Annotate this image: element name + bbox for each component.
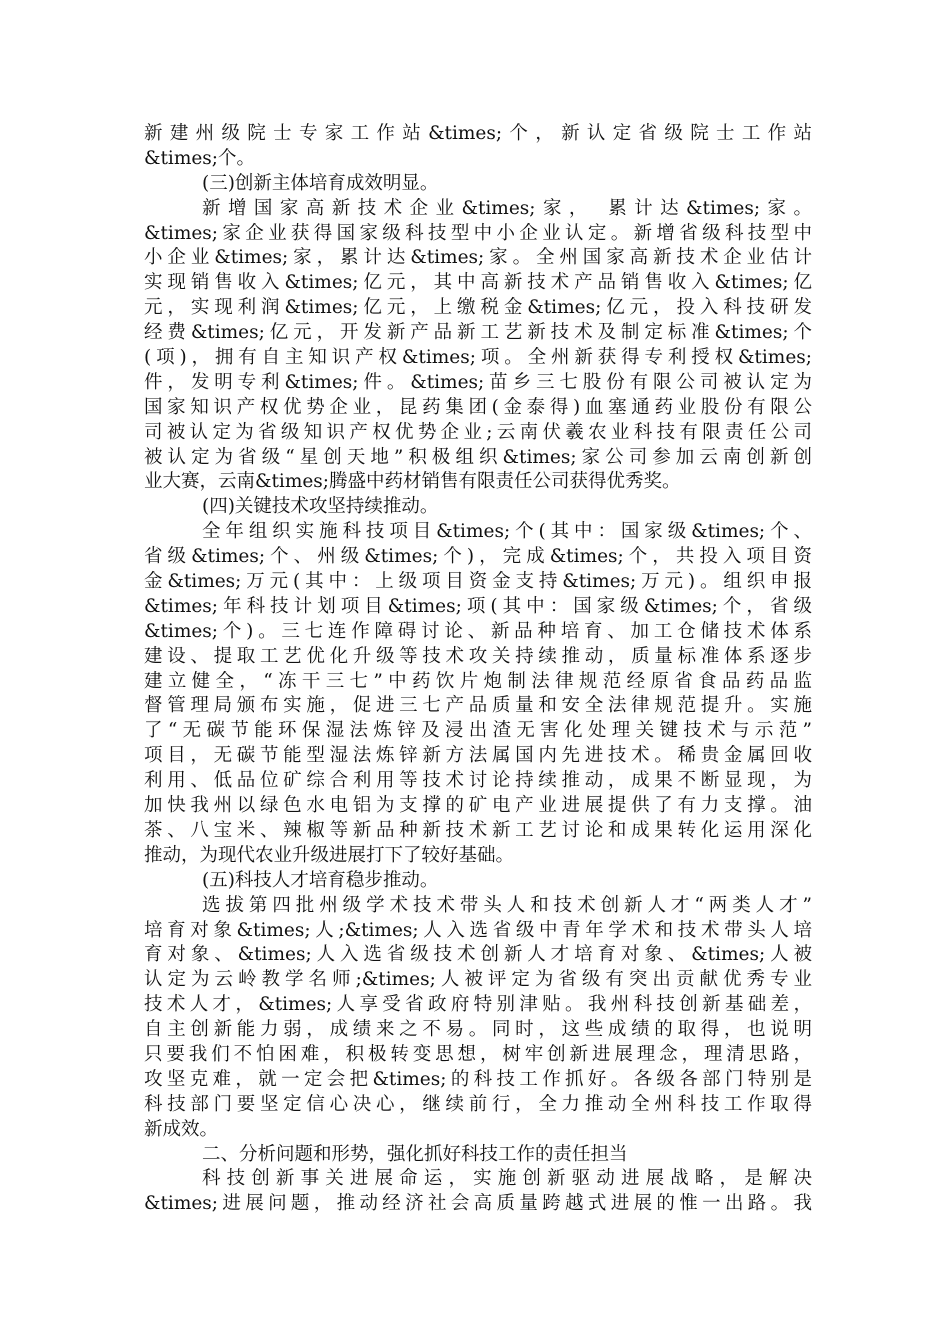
text-line: 小企业&times;家，累计达&times;家。全州国家高新技术企业估计: [144, 247, 812, 269]
text-line: 司被认定为省级知识产权优势企业;云南伏羲农业科技有限责任公司: [144, 421, 812, 443]
text-line: (项)，拥有自主知识产权&times;项。全州新获得专利授权&times;: [144, 347, 812, 369]
text-line: &times;家企业获得国家级科技型中小企业认定。新增省级科技型中: [144, 222, 812, 244]
text-line: (五)科技人才培育稳步推动。: [202, 869, 439, 891]
text-line: (三)创新主体培育成效明显。: [202, 172, 439, 194]
text-line: 攻坚克难，就一定会把&times;的科技工作抓好。各级各部门特别是: [144, 1068, 812, 1090]
text-line: 金&times;万元(其中：上级项目资金支持&times;万元)。组织申报: [144, 571, 812, 593]
text-line: 只要我们不怕困难，积极转变思想，树牢创新进展理念，理清思路，: [144, 1043, 812, 1065]
text-line: 育对象、&times;人入选省级技术创新人才培育对象、&times;人被: [144, 944, 812, 966]
text-line: 国家知识产权优势企业，昆药集团(金泰得)血塞通药业股份有限公: [144, 396, 812, 418]
text-line: 新建州级院士专家工作站&times;个，新认定省级院士工作站: [144, 123, 812, 144]
text-line: 推动，为现代农业升级进展打下了较好基础。: [144, 844, 515, 866]
text-line: 利用、低品位矿综合利用等技术讨论持续推动，成果不断显现，为: [144, 770, 812, 792]
text-line: 认定为云岭教学名师;&times;人被评定为省级有突出贡献优秀专业: [144, 969, 812, 991]
text-line: &times;年科技计划项目&times;项(其中：国家级&times;个，省级: [144, 595, 812, 617]
text-line: 加快我州以绿色水电铝为支撑的矿电产业进展提供了有力支撑。油: [144, 795, 812, 817]
text-line: 自主创新能力弱，成绩来之不易。同时，这些成绩的取得，也说明: [144, 1019, 812, 1041]
text-line: &times;进展问题，推动经济社会高质量跨越式进展的惟一出路。我: [144, 1193, 812, 1215]
text-line: 科技创新事关进展命运，实施创新驱动进展战略，是解决: [202, 1168, 812, 1190]
text-line: 业大赛，云南&times;腾盛中药材销售有限责任公司获得优秀奖。: [144, 471, 681, 493]
text-line: 省级&times;个、州级&times;个)，完成&times;个，共投入项目资: [144, 546, 812, 568]
text-line: 新成效。: [144, 1118, 219, 1140]
text-line: 经费&times;亿元，开发新产品新工艺新技术及制定标准&times;个: [144, 322, 812, 344]
text-line: 技术人才，&times;人享受省政府特别津贴。我州科技创新基础差，: [144, 994, 812, 1016]
text-line: 培育对象&times;人;&times;人入选省级中青年学术和技术带头人培: [144, 919, 812, 941]
text-line: 件，发明专利&times;件。&times;苗乡三七股份有限公司被认定为: [144, 371, 812, 393]
text-line: &times;个。: [144, 147, 256, 169]
text-line: 了“无碳节能环保湿法炼锌及浸出渣无害化处理关键技术与示范”: [144, 720, 812, 742]
text-line: 被认定为省级“星创天地”积极组织&times;家公司参加云南创新创: [144, 446, 812, 468]
text-line: 建立健全，“冻干三七”中药饮片炮制法律规范经原省食品药品监: [144, 670, 812, 692]
text-line: 建设、提取工艺优化升级等技术攻关持续推动，质量标准体系逐步: [144, 645, 812, 667]
text-line: (四)关键技术攻坚持续推动。: [202, 496, 439, 518]
text-line: &times;个)。三七连作障碍讨论、新品种培育、加工仓储技术体系: [144, 620, 812, 642]
text-line: 全年组织实施科技项目&times;个(其中：国家级&times;个、: [202, 521, 812, 543]
text-line: 督管理局颁布实施，促进三七产品质量和安全法律规范提升。实施: [144, 695, 812, 717]
text-line: 项目，无碳节能型湿法炼锌新方法属国内先进技术。稀贵金属回收: [144, 745, 812, 767]
text-line: 茶、八宝米、辣椒等新品种新技术新工艺讨论和成果转化运用深化: [144, 819, 812, 841]
text-line: 元，实现利润&times;亿元，上缴税金&times;亿元，投入科技研发: [144, 297, 812, 319]
text-line: 实现销售收入&times;亿元，其中高新技术产品销售收入&times;亿: [144, 272, 812, 294]
text-line: 科技部门要坚定信心决心，继续前行，全力推动全州科技工作取得: [144, 1093, 812, 1115]
text-line: 选拔第四批州级学术技术带头人和技术创新人才“两类人才”: [202, 894, 812, 916]
text-line: 新增国家高新技术企业&times;家， 累计达&times;家。: [202, 197, 812, 219]
body-text: [144, 122, 812, 1217]
text-line: 二、分析问题和形势，强化抓好科技工作的责任担当: [202, 1143, 628, 1165]
